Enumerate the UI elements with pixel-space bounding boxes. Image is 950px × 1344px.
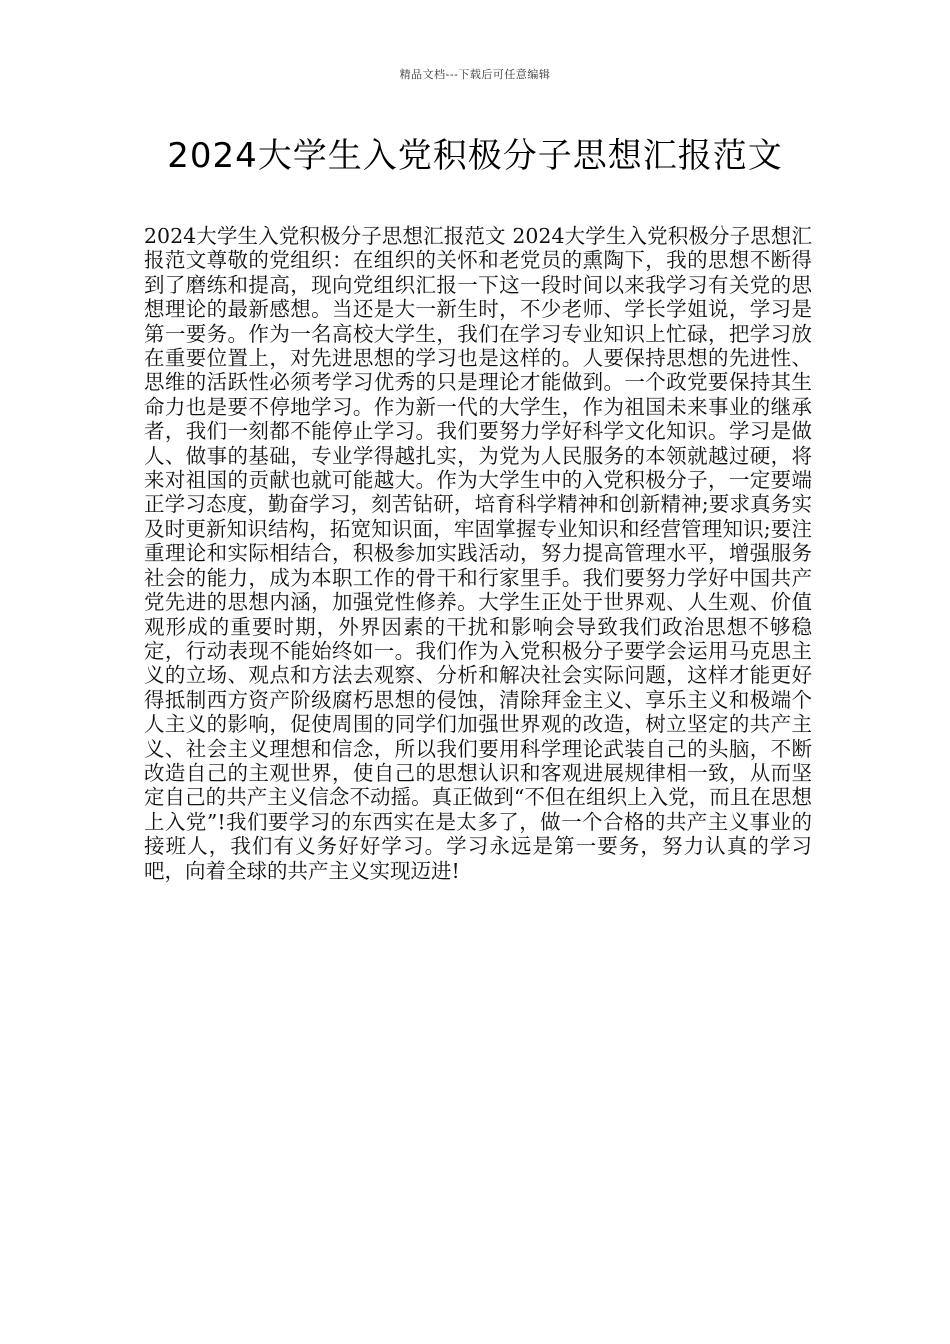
document-title: 2024大学生入党积极分子思想汇报范文 [167,136,783,176]
header-watermark: 精品文档---下载后可任意编辑 [399,68,551,81]
document-body: 2024大学生入党积极分子思想汇报范文 2024大学生入党积极分子思想汇报范文尊敬的党组织：在组织的关怀和老党员的熏陶下，我的思想不断得到了磨练和提高，现向党组织汇报一下这一段时间以来我学习有关党的思想理论的最新感想。当还是大一新生时，不少老师、学长学姐说，学习是第一要务。作为一名高校大学生，我们在学习专业知识上忙碌，把学习放在重要位置上，对先进思想的学习也是这样的。人要保持思想的先进性、思维的活跃性必须考学习优秀的只是理论才能做到。一个政党要保持其生命力也是要不停地学习。作为新一代的大学生，作为祖国未来事业的继承者，我们一刻都不能停止学习。我们要努力学好科学文化知识。学习是做人、做事的基础，专业学得越扎实，为党为人民服务的本领就越过硬，将来对祖国的贡献也就可能越大。作为大学生中的入党积极分子，一定要端正学习态度，勤奋学习，刻苦钻研，培育科学精神和创新精神;要求真务实及时更新知识结构，拓宽知识面，牢固掌握专业知识和经营管理知识;要注重理论和实际相结合，积极参加实践活动，努力提高管理水平，增强服务社会的能力，成为本职工作的骨干和行家里手。我们要努力学好中国共产党先进的思想内涵，加强党性修养。大学生正处于世界观、人生观、价值观形成的重要时期，外界因素的干扰和影响会导致我们政治思想不够稳定，行动表现不能始终如一。我们作为入党积极分子要学会运用马克思主义的立场、观点和方法去观察、分析和解决社会实际问题，这样才能更好得抵制西方资产阶级腐朽思想的侵蚀，清除拜金主义、享乐主义和极端个人主义的影响，促使周围的同学们加强世界观的改造，树立坚定的共产主义、社会主义理想和信念，所以我们要用科学理论武装自己的头脑，不断改造自己的主观世界，使自己的思想认识和客观进展规律相一致，从而坚定自己的共产主义信念不动摇。真正做到“不但在组织上入党，而且在思想上入党”!我们要学习的东西实在是太多了，做一个合格的共产主义事业的接班人，我们有义务好好学习。学习永远是第一要务，努力认真的学习吧，向着全球的共产主义实现迈进! [144,224,812,883]
